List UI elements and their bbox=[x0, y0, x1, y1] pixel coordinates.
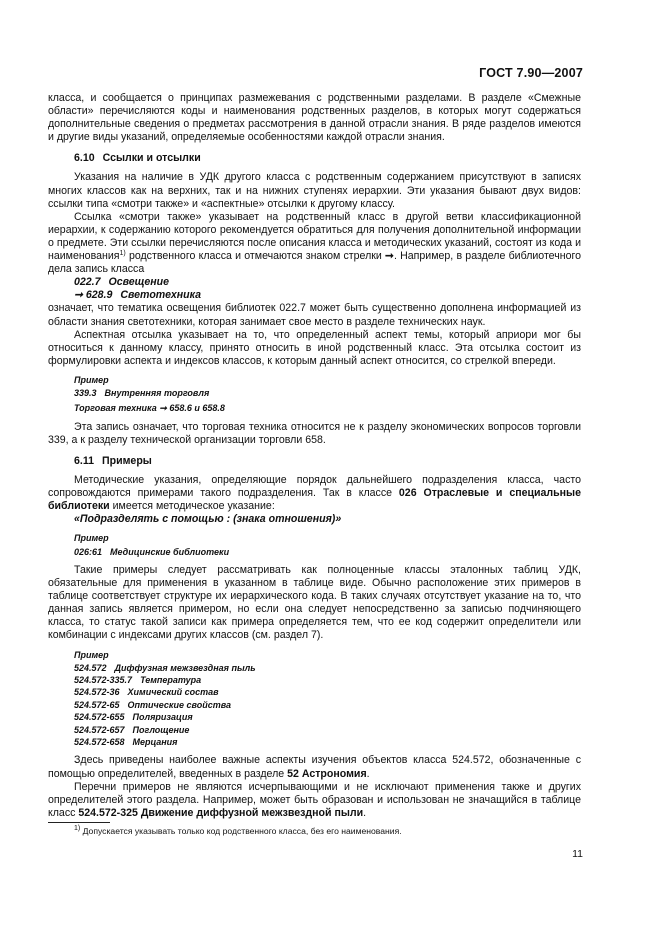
section-number: 6.11 bbox=[74, 454, 95, 467]
example-line bbox=[74, 699, 581, 711]
class-name: Мерцания bbox=[132, 737, 178, 748]
class-code: 524.572-335.7 bbox=[74, 675, 133, 685]
class-code: 524.572-657 bbox=[74, 724, 125, 735]
arrow-icon: ➞ bbox=[385, 250, 394, 263]
class-reference: 524.572-325 Движение диффузной межзвездной пыли bbox=[78, 806, 364, 819]
class-name: Поглощение bbox=[132, 724, 190, 735]
class-code: 026:61 bbox=[74, 546, 103, 557]
class-entry bbox=[74, 276, 581, 289]
class-name: Освещение bbox=[108, 276, 169, 289]
section-number: 6.10 bbox=[74, 152, 95, 165]
class-code: 524.572-655 bbox=[74, 712, 125, 723]
text-run: Ссылка «смотри также» указывает на родственный класс в другой ветви классификационной иерархии, к содержанию которого рекомендуется обратиться для получения дополнительной информации о предмете. Эти ссылки перечисляются после описания класса и методических указаний, состоят из кода и наименования bbox=[48, 210, 581, 263]
text-run: Методические указания, определяющие порядок дальнейшего подразделения класса, часто сопровождаются примерами такого подразделения. Так в классе bbox=[48, 474, 581, 500]
example-line bbox=[74, 387, 581, 399]
example-line bbox=[74, 711, 581, 723]
text-run: . Например, в разделе библиотечного дела запись класса bbox=[48, 250, 582, 276]
class-code: 524.572-36 bbox=[74, 687, 120, 698]
class-name: Поляризация bbox=[132, 712, 193, 723]
example-line bbox=[74, 546, 581, 558]
paragraph: Эта запись означает, что торговая техника относится не к разделу экономических вопросов торговли 339, а к разделу технической организации торговли 658. bbox=[48, 420, 581, 446]
footnote bbox=[74, 826, 402, 836]
arrow-icon: ➞ bbox=[159, 403, 167, 414]
example-block bbox=[48, 532, 581, 558]
footnote-divider bbox=[48, 822, 110, 823]
footnote-mark: 1) bbox=[119, 250, 126, 258]
text-run: Перечни примеров не являются исчерпывающими и не исключают применения также и других определителей этого раздела. Например, может быть образован и использован не значащийся в таблице класс bbox=[48, 780, 581, 819]
class-code: 524.572 bbox=[74, 662, 107, 673]
page-number: 11 bbox=[572, 848, 583, 860]
text-run: . bbox=[366, 767, 370, 780]
text-run: имеется методическое указание: bbox=[109, 500, 275, 513]
class-name: Внутренняя торговля bbox=[104, 387, 210, 398]
paragraph: Указания на наличие в УДК другого класса с родственным содержанием присутствуют в записях многих классов как на верхних, так и на нижних ступенях иерархии. Эти указания бывают двух видов: ссылки типа «смотри также» и «аспектные» отсылки к другому классу. bbox=[48, 171, 581, 210]
example-line bbox=[74, 402, 581, 414]
footnote-text: Допускается указывать только код родственного класса, без его наименования. bbox=[82, 826, 402, 836]
class-name: Светотехника bbox=[120, 289, 201, 302]
example-label: Пример bbox=[74, 533, 109, 544]
text-run: Здесь приведены наиболее важные аспекты изучения объектов класса 524.572, обозначенные с помощью определителей, введенных в разделе bbox=[48, 754, 581, 780]
instruction-text: «Подразделять с помощью : (знака отношения)» bbox=[74, 513, 342, 526]
example-line bbox=[74, 724, 581, 736]
paragraph bbox=[48, 781, 581, 820]
text-run: родственного класса и отмечаются знаком стрелки bbox=[125, 250, 386, 263]
standard-header: ГОСТ 7.90—2007 bbox=[479, 66, 583, 80]
paragraph: Такие примеры следует рассматривать как полноценные классы эталонных таблиц УДК, обязательные для применения в указанном в таблице виде. Обычно расположение этих примеров в таблице соответствует структуре их иерархического кода. В таких случаях отсутствует указание на то, что данная запись является примером, но если она следует непосредственно за записью подчиняющего класса, то статус такой записи как примера определяется тем, что ее код содержит определители или комбинации с индексами других классов (см. раздел 7). bbox=[48, 563, 581, 642]
text-run: . bbox=[363, 806, 367, 819]
class-name: Оптические свойства bbox=[127, 699, 232, 710]
example-label: Пример bbox=[74, 649, 109, 660]
class-code: 524.572-658 bbox=[74, 737, 125, 748]
class-name: Диффузная межзвездная пыль bbox=[114, 662, 256, 673]
class-code: 628.9 bbox=[85, 289, 113, 302]
paragraph bbox=[48, 474, 581, 513]
class-name: Химический состав bbox=[127, 687, 219, 698]
paragraph bbox=[48, 211, 581, 276]
example-line bbox=[74, 736, 581, 748]
paragraph: означает, что тематика освещения библиотек 022.7 может быть существенно дополнена информацией из области знания светотехники, которая занимает свое место в разделе технических наук. bbox=[48, 302, 581, 328]
section-heading-6-11 bbox=[74, 455, 581, 468]
paragraph bbox=[48, 754, 581, 780]
class-code: 022.7 bbox=[74, 276, 101, 289]
example-label: Пример bbox=[74, 374, 109, 385]
section-title: Ссылки и отсылки bbox=[102, 152, 201, 165]
class-code: 339.3 bbox=[74, 387, 97, 398]
example-line bbox=[74, 674, 581, 686]
class-reference: 52 Астрономия bbox=[287, 767, 367, 780]
class-name: Температура bbox=[140, 675, 202, 685]
paragraph: Аспектная отсылка указывает на то, что определенный аспект темы, который априори мог бы относиться к данному классу, принято относить в иной родственный класс. Эта отсылка состоит из формулировки аспекта и индексов классов, к которым данный аспект относится, со стрелкой впереди. bbox=[48, 328, 581, 367]
example-line bbox=[74, 662, 581, 674]
see-also-entry bbox=[74, 289, 581, 302]
example-line bbox=[74, 686, 581, 698]
section-title: Примеры bbox=[102, 454, 152, 467]
example-block bbox=[48, 649, 581, 749]
aspect-text: Торговая техника bbox=[74, 403, 157, 414]
class-code: 524.572-65 bbox=[74, 699, 120, 710]
example-block bbox=[48, 374, 581, 415]
footnote-mark: 1) bbox=[74, 825, 81, 832]
aspect-targets: 658.6 и 658.8 bbox=[169, 403, 225, 414]
arrow-icon: ➞ bbox=[74, 289, 83, 302]
page-content bbox=[48, 92, 581, 820]
class-name: Медицинские библиотеки bbox=[110, 546, 230, 557]
section-heading-6-10 bbox=[74, 152, 581, 165]
paragraph: класса, и сообщается о принципах размежевания с родственными разделами. В разделе «Смежные области» перечисляются коды и наименования родственных разделов, в которых могут содержаться дополнительные сведения о предметах рассмотрения в данной отрасли знания. В ряде разделов имеются и другие виды указаний, определяемые особенностями каждой отрасли знания. bbox=[48, 92, 581, 144]
class-reference: 026 Отраслевые и специальные библиотеки bbox=[48, 487, 581, 513]
